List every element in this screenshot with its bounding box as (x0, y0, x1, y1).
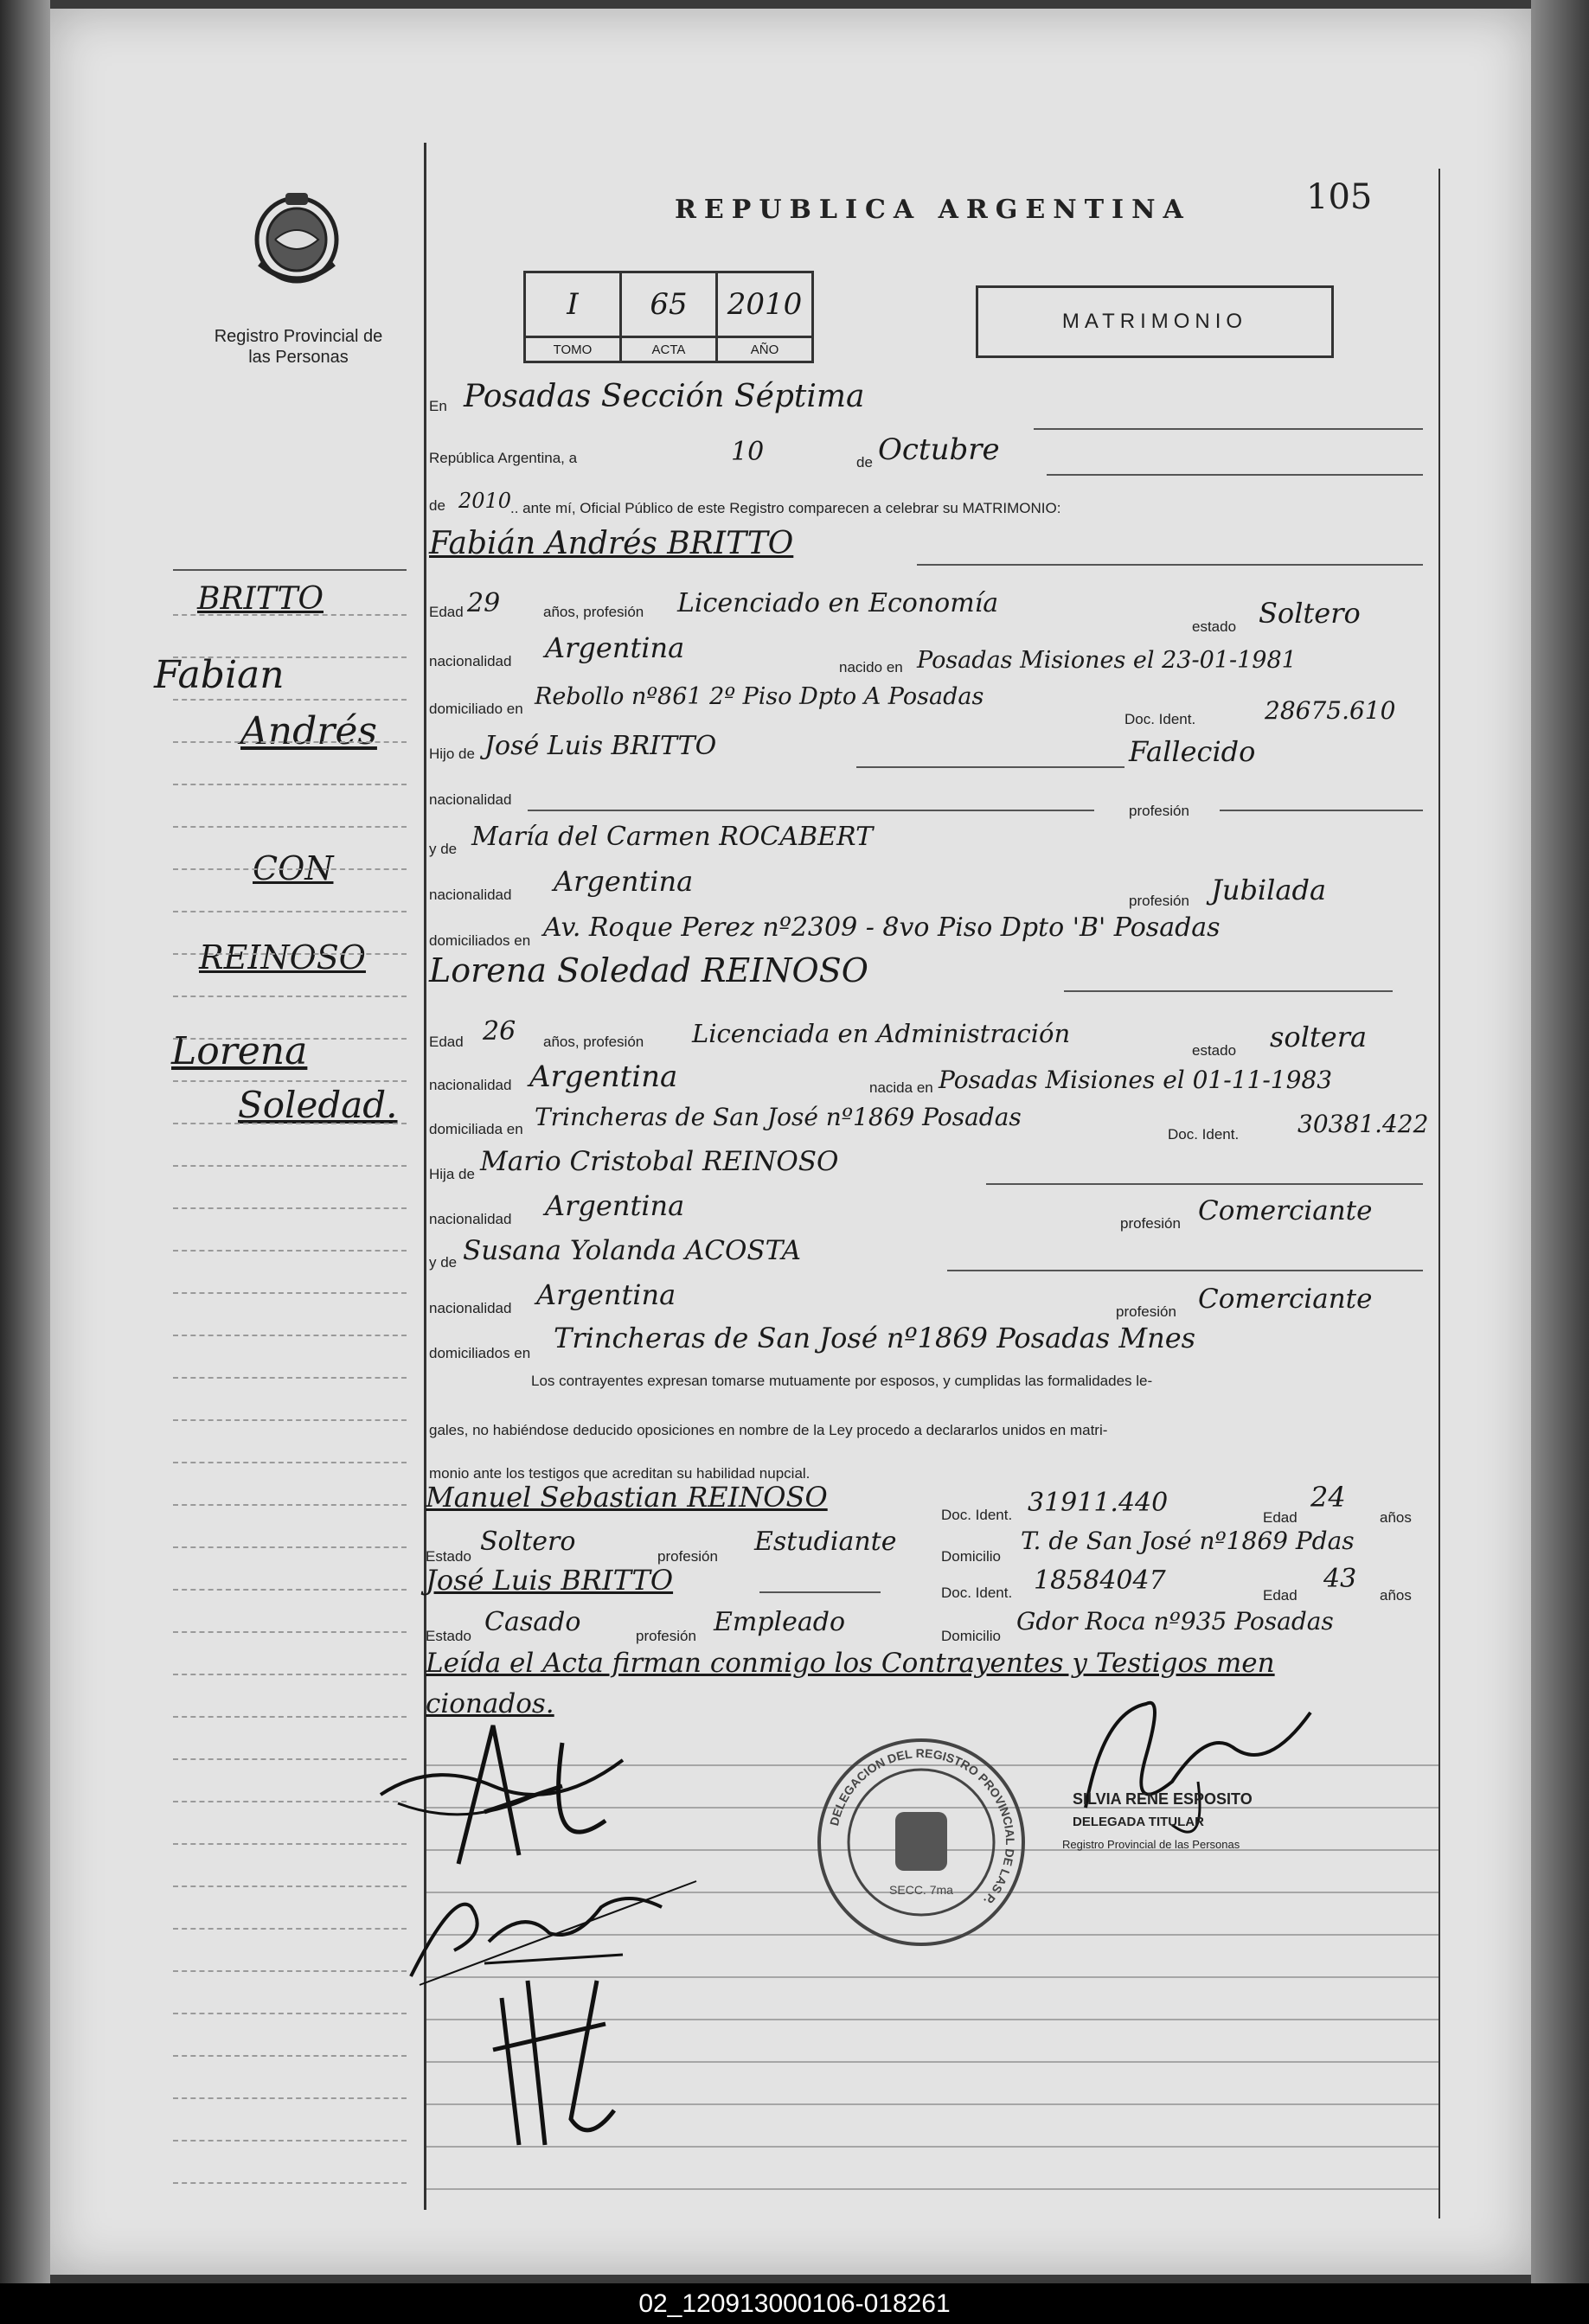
margin-rule (173, 741, 407, 743)
label: profesión (1129, 893, 1189, 909)
margin-rule (173, 1080, 407, 1082)
witness2-doc: 18584047 (1034, 1565, 1166, 1596)
day-value: 10 (731, 437, 765, 467)
label: Doc. Ident. (1124, 711, 1196, 727)
margin-rule (173, 1250, 407, 1252)
label: domiciliada en (429, 1121, 523, 1137)
officer-title: DELEGADA TITULAR (1073, 1815, 1204, 1829)
label: Edad (429, 604, 464, 620)
bride-profession: Licenciada en Administración (692, 1019, 1071, 1048)
label: nacido en (839, 659, 903, 675)
label: años, profesión (543, 604, 644, 620)
groom-age: 29 (467, 588, 501, 618)
body-rule (426, 2188, 1438, 2190)
label: Doc. Ident. (941, 1507, 1013, 1523)
fill-line (1034, 428, 1423, 430)
margin-rule (173, 2140, 407, 2142)
groom-name: Fabián Andrés BRITTO (429, 526, 794, 561)
de-label: de (856, 454, 873, 471)
republica-label: República Argentina, a (429, 450, 578, 466)
book-binding (0, 0, 50, 2283)
declaration-3: monio ante los testigos que acreditan su habilidad nupcial. (429, 1465, 811, 1482)
svg-text:SECC. 7ma: SECC. 7ma (889, 1883, 953, 1897)
margin-rule (173, 1504, 407, 1506)
label: Hijo de (429, 746, 475, 762)
margin-rule (173, 1335, 407, 1336)
tomo-label: TOMO (525, 337, 621, 362)
declaration-2: gales, no habiéndose deducido oposiciones en nombre de la Ley procedo a declararlos unidos en matri- (429, 1422, 1108, 1438)
bride-mother-profession: Comerciante (1198, 1284, 1373, 1315)
margin-rule (173, 826, 407, 828)
bride-nationality: Argentina (529, 1060, 678, 1094)
witness1-age: 24 (1310, 1481, 1346, 1514)
bride-status: soltera (1270, 1021, 1368, 1053)
groom-father-status: Fallecido (1129, 735, 1256, 768)
groom-profession: Licenciado en Economía (677, 588, 999, 618)
label: nacionalidad (429, 887, 512, 903)
label: profesión (657, 1548, 718, 1565)
label: Domicilio (941, 1628, 1001, 1644)
margin-rule (173, 1928, 407, 1930)
label: profesión (636, 1628, 696, 1644)
anio-label: AÑO (717, 337, 813, 362)
margin-rule (173, 1970, 407, 1972)
label: estado (1192, 618, 1237, 635)
bride-father-profession: Comerciante (1198, 1195, 1373, 1226)
witness1-doc: 31911.440 (1028, 1488, 1169, 1518)
bride-birth: Posadas Misiones el 01-11-1983 (939, 1066, 1333, 1094)
right-border (1438, 169, 1440, 2218)
margin-given-2a: Lorena (171, 1029, 308, 1073)
preamble: .. ante mí, Oficial Público de este Registro comparecen a celebrar su MATRIMONIO: (510, 500, 1061, 516)
officer-registry: Registro Provincial de las Personas (1062, 1838, 1240, 1851)
fill-line (528, 810, 1094, 811)
margin-rule (173, 996, 407, 997)
officer-name: SILVIA RENE ESPOSITO (1073, 1790, 1253, 1808)
label: Estado (426, 1548, 471, 1565)
file-id-bar (0, 2283, 1589, 2324)
margin-rule (173, 953, 407, 955)
coat-of-arms-icon (240, 186, 353, 290)
witness2-address: Gdor Roca nº935 Posadas (1016, 1607, 1334, 1636)
margin-rule (173, 2182, 407, 2184)
margin-con: CON (253, 849, 334, 887)
label: Edad (1263, 1509, 1297, 1526)
fill-line (986, 1183, 1423, 1185)
witness1-status: Soltero (480, 1527, 576, 1557)
fill-line (856, 766, 1124, 768)
bride-age: 26 (483, 1016, 516, 1047)
fill-line (1064, 990, 1393, 992)
label: estado (1192, 1042, 1237, 1059)
margin-rule (173, 1377, 407, 1379)
label: profesión (1120, 1215, 1181, 1232)
bride-mother: Susana Yolanda ACOSTA (463, 1235, 801, 1266)
year-value: 2010 (458, 489, 512, 513)
margin-rule (173, 1589, 407, 1591)
margin-rule (173, 1292, 407, 1294)
declaration-1: Los contrayentes expresan tomarse mutuamente por esposos, y cumplidas las formalidades le- (531, 1373, 1153, 1389)
bride-address: Trincheras de San José nº1869 Posadas (535, 1103, 1022, 1131)
margin-rule (173, 1631, 407, 1633)
groom-mother-nationality: Argentina (554, 865, 694, 898)
label: Edad (1263, 1587, 1297, 1604)
label: nacionalidad (429, 791, 512, 808)
place-value: Posadas Sección Séptima (464, 379, 865, 414)
label: Hija de (429, 1166, 475, 1182)
groom-parents-address: Av. Roque Perez nº2309 - 8vo Piso Dpto 'B' Posadas (543, 912, 1221, 943)
record-type-box: MATRIMONIO (976, 285, 1334, 358)
country-title: REPUBLICA ARGENTINA (675, 195, 1191, 225)
label: nacionalidad (429, 1211, 512, 1227)
margin-rule (173, 868, 407, 870)
official-seal-icon (813, 1730, 1029, 1955)
page-edge (1531, 0, 1589, 2283)
groom-status: Soltero (1259, 597, 1361, 630)
label: nacionalidad (429, 1077, 512, 1093)
margin-rule (173, 1674, 407, 1675)
page-number: 105 (1306, 177, 1373, 217)
bride-name: Lorena Soledad REINOSO (429, 951, 868, 989)
margin-rule (173, 1462, 407, 1463)
acta-value: 65 (621, 272, 717, 337)
bride-father-nationality: Argentina (545, 1189, 685, 1222)
bride-parents-address: Trincheras de San José nº1869 Posadas Mnes (554, 1322, 1196, 1354)
label: domiciliados en (429, 1345, 531, 1361)
fill-line (917, 564, 1423, 566)
margin-rule (173, 656, 407, 658)
label: domiciliado en (429, 701, 523, 717)
acta-label: ACTA (621, 337, 717, 362)
margin-given-1b: Andrés (240, 709, 377, 753)
margin-rule (173, 1207, 407, 1209)
groom-mother: María del Carmen ROCABERT (471, 822, 874, 852)
label: Edad (429, 1034, 464, 1050)
label: y de (429, 841, 458, 857)
label: profesión (1116, 1303, 1176, 1320)
margin-rule (173, 1546, 407, 1548)
label: nacida en (869, 1079, 933, 1096)
witness2-name: José Luis BRITTO (426, 1564, 674, 1597)
witness2-status: Casado (484, 1607, 581, 1637)
label: Doc. Ident. (1168, 1126, 1240, 1143)
label: domiciliados en (429, 932, 531, 949)
file-id: 02_120913000106-018261 (638, 2289, 951, 2318)
svg-text:DELEGACION DEL REGISTRO PROVIN: DELEGACION DEL REGISTRO PROVINCIAL DE LAS P. (826, 1745, 1018, 1908)
bride-father: Mario Cristobal REINOSO (480, 1146, 839, 1177)
groom-birth: Posadas Misiones el 23-01-1981 (917, 647, 1297, 674)
bride-mother-nationality: Argentina (536, 1278, 676, 1311)
margin-given-1a: Fabian (154, 653, 285, 697)
margin-rule (173, 2013, 407, 2014)
margin-rule (173, 699, 407, 701)
fill-line (1220, 810, 1423, 811)
margin-rule (173, 1123, 407, 1124)
margin-rule (173, 1038, 407, 1040)
margin-rule (173, 1165, 407, 1167)
label: Domicilio (941, 1548, 1001, 1565)
witness2-profession: Empleado (714, 1607, 846, 1637)
label: años (1380, 1509, 1412, 1526)
groom-nationality: Argentina (545, 631, 685, 664)
anio-value: 2010 (717, 272, 813, 337)
label: nacionalidad (429, 653, 512, 669)
closing-line-2: cionados. (426, 1688, 554, 1719)
fill-line (1047, 474, 1423, 476)
label: nacionalidad (429, 1300, 512, 1316)
margin-rule (173, 1419, 407, 1421)
label: profesión (1129, 803, 1189, 819)
tomo-value: I (525, 272, 621, 337)
fill-line (759, 1591, 881, 1593)
margin-surname-2: REINOSO (199, 938, 366, 976)
witness1-address: T. de San José nº1869 Pdas (1021, 1527, 1355, 1555)
month-value: Octubre (878, 432, 1000, 467)
label: Doc. Ident. (941, 1585, 1013, 1601)
groom-mother-profession: Jubilada (1211, 874, 1327, 906)
witness1-name: Manuel Sebastian REINOSO (426, 1481, 828, 1514)
fill-line (947, 1270, 1423, 1271)
margin-rule (173, 2097, 407, 2099)
label: y de (429, 1254, 458, 1271)
closing-line-1: Leída el Acta firman conmigo los Contrayentes y Testigos men (426, 1648, 1275, 1679)
label: años (1380, 1587, 1412, 1604)
margin-rule (173, 784, 407, 785)
record-number-box (523, 271, 814, 363)
en-label: En (429, 398, 447, 414)
groom-doc: 28675.610 (1265, 696, 1396, 725)
groom-father: José Luis BRITTO (484, 731, 717, 761)
margin-surname-1: BRITTO (197, 581, 324, 617)
margin-rule (173, 614, 407, 616)
margin-rule (173, 911, 407, 912)
margin-given-2b: Soledad. (238, 1084, 398, 1126)
year-prefix: de (429, 497, 445, 514)
groom-address: Rebollo nº861 2º Piso Dpto A Posadas (535, 683, 984, 710)
witness1-profession: Estudiante (754, 1527, 897, 1557)
margin-rule (173, 569, 407, 571)
label: años, profesión (543, 1034, 644, 1050)
margin-rule (173, 2055, 407, 2057)
bride-doc: 30381.422 (1297, 1110, 1429, 1138)
signature-witness (467, 1946, 640, 2154)
label: Estado (426, 1628, 471, 1644)
registry-name: Registro Provincial de las Personas (214, 327, 383, 367)
witness2-age: 43 (1323, 1564, 1357, 1594)
